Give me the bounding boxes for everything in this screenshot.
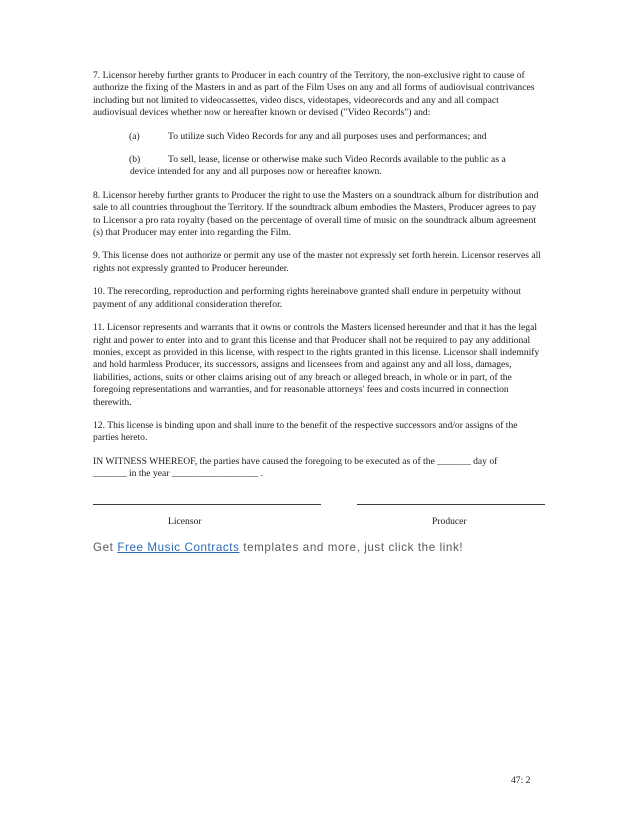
- item-a-marker: (a): [129, 130, 140, 142]
- free-music-contracts-link[interactable]: Free Music Contracts: [117, 541, 240, 554]
- signature-lines: [93, 496, 545, 512]
- witness-line-1: IN WITNESS WHEREOF, the parties have caused the foregoing to be executed as of the _______ day of: [93, 455, 498, 467]
- signature-labels: [93, 516, 545, 530]
- clause-12: 12. This license is binding upon and shall inure to the benefit of the respective successors and/or assigns of the parties hereto.: [93, 419, 518, 444]
- page-number: 47: 2: [511, 775, 531, 786]
- clause-11: 11. Licensor represents and warrants that it owns or controls the Masters licensed hereunder and that it has the legal right and power to enter into and to grant this license and that Producer shall not be required to pay any additional monies, except as provided in this license, with respect to the rights granted in this license. Licensor shall indemnify and hold harmless Producer, its successors, assigns and licensees from and against any and all loss, damages, liabilities, actions, suits or other claims arising out of any breach or alleged breach, in whole or in part, of the foregoing representations and warranties, and for reasonable attorneys' fees and costs incurred in connection therewith.: [93, 322, 540, 408]
- item-b-marker: (b): [129, 154, 141, 166]
- item-b-text-rest: device intended for any and all purposes now or hereafter known.: [130, 166, 382, 178]
- promo-suffix: templates and more, just click the link!: [239, 541, 464, 554]
- producer-signature-line[interactable]: [357, 504, 545, 505]
- clause-10: 10. The rerecording, reproduction and performing rights hereinabove granted shall endure in perpetuity without payment of any additional consideration therefor.: [93, 286, 521, 310]
- clause-8: 8. Licensor hereby further grants to Producer the right to use the Masters on a soundtrack album for distribution and sale to all countries throughout the Territory. If the soundtrack album embodies the Masters, Producer agrees to pay to Licensor a pro rata royalty (based on the percentage of overall time of music on the soundtrack album agreement (s) that Producer may enter into regarding the Film.: [93, 189, 539, 239]
- clause-7: 7. Licensor hereby further grants to Producer in each country of the Territory, the non-exclusive right to cause of authorize the fixing of the Masters in and as part of the Film Uses on any and all forms of audiovisual contrivances including but not limited to videocassettes, video discs, videotapes, videorecords and any and all compact audiovisual devices whether now or hereafter known or devised ("Video Records") and:: [93, 70, 535, 119]
- witness-line-2: _______ in the year __________________ .: [93, 468, 264, 480]
- promo-prefix: Get: [93, 541, 118, 554]
- item-a-text: To utilize such Video Records for any and all purposes uses and performances; and: [168, 130, 487, 142]
- producer-label: Producer: [432, 515, 467, 527]
- item-b-text-first: To sell, lease, license or otherwise make such Video Records available to the public as a: [168, 154, 506, 166]
- licensor-label: Licensor: [168, 515, 202, 527]
- witness-clause: [93, 456, 545, 481]
- clause-9: 9. This license does not authorize or permit any use of the master not expressly set forth herein. Licensor reserves all rights not expressly granted to Producer hereunder.: [93, 250, 541, 274]
- clause-7-item-a: [93, 131, 545, 143]
- clause-7-item-b: [93, 154, 545, 179]
- promo-banner: [93, 541, 463, 554]
- document-body: [93, 70, 545, 530]
- licensor-signature-line[interactable]: [93, 504, 321, 505]
